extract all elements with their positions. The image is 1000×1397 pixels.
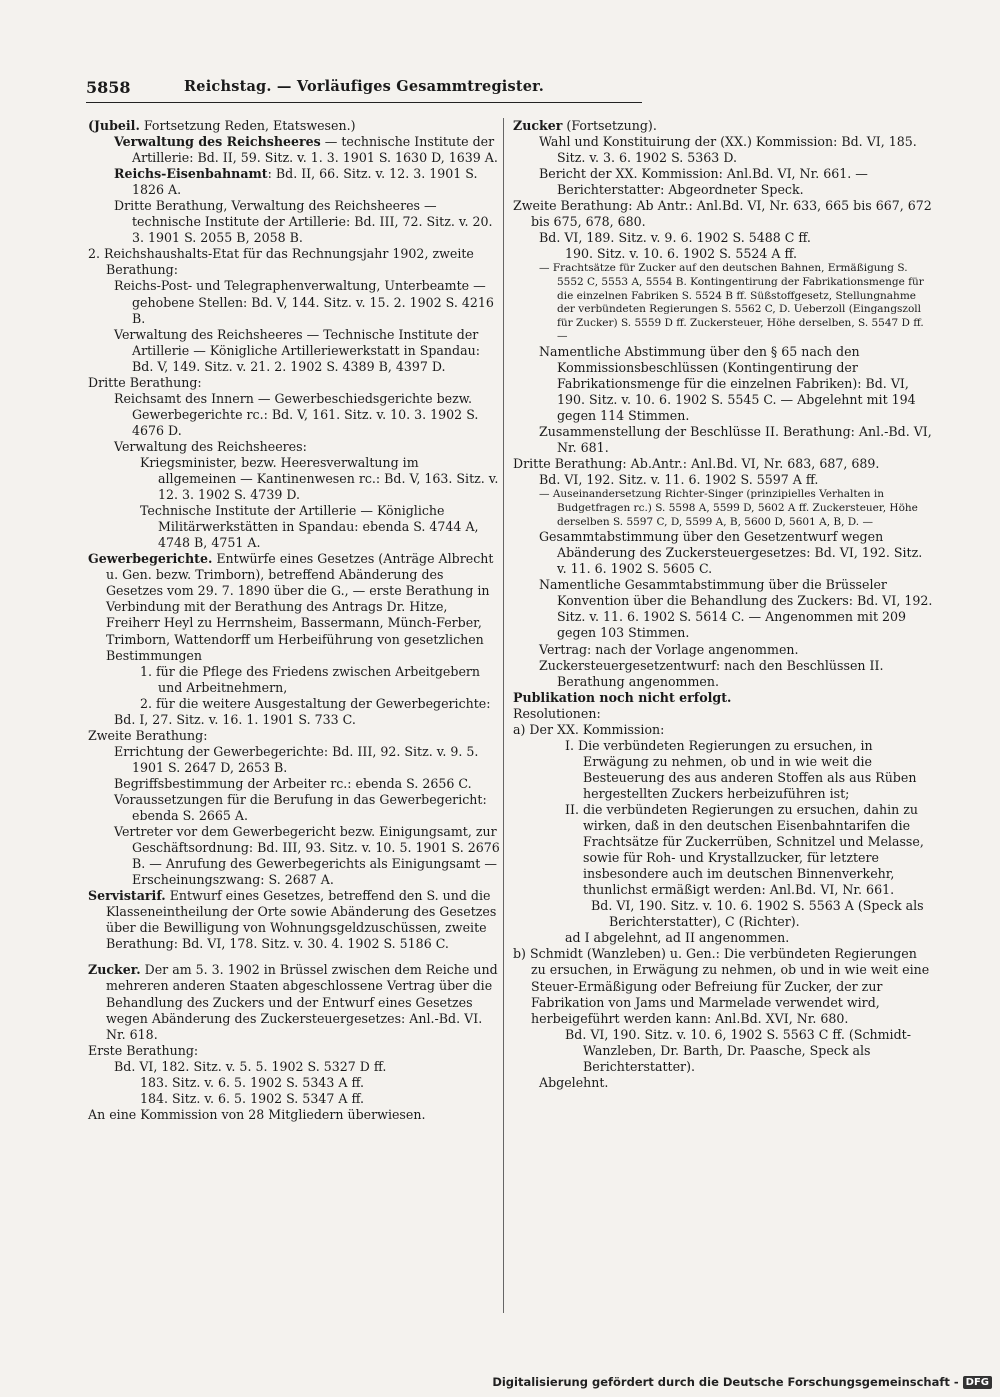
index-entry bbox=[88, 246, 500, 278]
entry-text: Bd. VI, 189. Sitz. v. 9. 6. 1902 S. 5488 C ff. bbox=[539, 230, 811, 246]
entry-text: Abgelehnt. bbox=[539, 1074, 609, 1090]
entry-text: Dritte Berathung, Verwaltung des Reichsheeres — technische Institute der Artillerie: Bd. III, 72. Sitz. v. 20. 3. 1901 S. 2055 B, 2058 B. bbox=[114, 198, 493, 246]
entry-text: Der am 5. 3. 1902 in Brüssel zwischen dem Reiche und mehreren anderen Staaten abgeschlossene Vertrag über die Behandlung des Zuckers und der Entwurf eines Gesetzes wegen Abänderung des Zuckersteuergesetzes: Anl.-Bd. VI. Nr. 618. bbox=[106, 962, 498, 1042]
entry-text: Zusammenstellung der Beschlüsse II. Berathung: Anl.-Bd. VI, Nr. 681. bbox=[539, 424, 932, 456]
entry-text: 2. für die weitere Ausgestaltung der Gewerbegerichte: bbox=[140, 695, 491, 711]
entry-text: — Frachtsätze für Zucker auf den deutschen Bahnen, Ermäßigung S. 5552 C, 5553 A, 5554 B. Kontingentirung der Fabrikationsmenge für die einzelnen Fabriken S. 5524 B ff. Süßstoffgesetz, Stellungnahme der verbündeten Regierungen S. 5562 C, D. Ueberzoll (Eingangszoll für Zucker) S. 5559 D ff. Zuckersteuer, Höhe derselben, S. 5547 D ff. — bbox=[539, 262, 924, 343]
entry-text: Bd. VI, 190. Sitz. v. 10. 6. 1902 S. 5563 A (Speck als Berichterstatter), C (Richter). bbox=[591, 898, 924, 930]
index-entry bbox=[513, 118, 933, 134]
index-entry bbox=[88, 696, 500, 712]
entry-text: 1. für die Pflege des Friedens zwischen Arbeitgebern und Arbeitnehmern, bbox=[140, 663, 481, 695]
left-column bbox=[88, 118, 500, 1123]
index-entry bbox=[88, 503, 500, 551]
index-entry bbox=[88, 1043, 500, 1059]
index-entry bbox=[513, 472, 933, 488]
column-divider bbox=[503, 118, 504, 1313]
entry-text: Fortsetzung Reden, Etatswesen.) bbox=[139, 118, 356, 133]
index-entry bbox=[88, 1107, 500, 1123]
entry-text: Vertrag: nach der Vorlage angenommen. bbox=[539, 641, 799, 657]
index-entry bbox=[88, 1091, 500, 1107]
index-entry bbox=[88, 166, 500, 198]
entry-text: Bd. VI, 192. Sitz. v. 11. 6. 1902 S. 5597 A ff. bbox=[539, 472, 819, 488]
index-entry bbox=[513, 722, 933, 738]
index-entry bbox=[513, 198, 933, 230]
entry-text: Errichtung der Gewerbegerichte: Bd. III, 92. Sitz. v. 9. 5. 1901 S. 2647 D, 2653 B. bbox=[114, 743, 479, 775]
index-entry bbox=[513, 738, 933, 802]
index-entry bbox=[88, 134, 500, 166]
index-entry bbox=[513, 529, 933, 577]
index-entry bbox=[513, 642, 933, 658]
entry-text: Zweite Berathung: Ab Antr.: Anl.Bd. VI, Nr. 633, 665 bis 667, 672 bis 675, 678, 680. bbox=[513, 198, 932, 230]
entry-text: Kriegsminister, bezw. Heeresverwaltung im allgemeinen — Kantinenwesen rc.: Bd. V, 163. Sitz. v. 12. 3. 1902 S. 4739 D. bbox=[140, 454, 499, 503]
index-entry bbox=[88, 744, 500, 776]
entry-text: Technische Institute der Artillerie — Königliche Militärwerkstätten in Spandau: ebenda S. 4744 A, 4748 B, 4751 A. bbox=[140, 503, 479, 551]
entry-text: Reichs-Post- und Telegraphenverwaltung, Unterbeamte — gehobene Stellen: Bd. V, 144. Sitz. v. 15. 2. 1902 S. 4216 B. bbox=[114, 278, 494, 326]
entry-text: 184. Sitz. v. 6. 5. 1902 S. 5347 A ff. bbox=[140, 1090, 364, 1106]
entry-text: Namentliche Gesammtabstimmung über die Brüsseler Konvention über die Behandlung des Zuckers: Bd. VI, 192. Sitz. v. 11. 6. 1902 S. 5614 C. — Angenommen mit 209 gegen 103 Stimmen. bbox=[539, 577, 933, 641]
entry-keyword: Verwaltung des Reichsheeres bbox=[114, 134, 321, 150]
index-entry bbox=[513, 230, 933, 246]
entry-text: 183. Sitz. v. 6. 5. 1902 S. 5343 A ff. bbox=[140, 1074, 364, 1090]
entry-text: Begriffsbestimmung der Arbeiter rc.: ebenda S. 2656 C. bbox=[114, 775, 472, 791]
index-entry bbox=[513, 166, 933, 198]
index-entry bbox=[88, 391, 500, 439]
index-entry bbox=[88, 664, 500, 696]
index-entry bbox=[88, 551, 500, 663]
entry-text: Bd. VI, 190. Sitz. v. 10. 6, 1902 S. 5563 C ff. (Schmidt-Wanzleben, Dr. Barth, Dr. Paasche, Speck als Berichterstatter). bbox=[565, 1026, 911, 1074]
entry-text: 190. Sitz. v. 10. 6. 1902 S. 5524 A ff. bbox=[565, 246, 797, 262]
entry-text: Erste Berathung: bbox=[88, 1042, 199, 1058]
entry-text: Dritte Berathung: Ab.Antr.: Anl.Bd. VI, Nr. 683, 687, 689. bbox=[513, 456, 880, 472]
index-entry bbox=[513, 134, 933, 166]
footer-text: Digitalisierung gefördert durch die Deutsche Forschungsgemeinschaft - bbox=[492, 1375, 959, 1389]
index-entry bbox=[513, 658, 933, 690]
entry-text: Verwaltung des Reichsheeres: bbox=[114, 438, 307, 454]
index-entry bbox=[88, 728, 500, 744]
entry-text: : Bd. II, 66. Sitz. v. 12. 3. 1901 S. 1826 A. bbox=[132, 166, 478, 198]
index-entry bbox=[88, 824, 500, 888]
entry-text: Entwürfe eines Gesetzes (Anträge Albrecht u. Gen. bezw. Trimborn), betreffend Abänderung des Gesetzes vom 29. 7. 1890 über die G., — erste Berathung in Verbindung mit der Berathung des Antrags Dr. Hitze, Freiherr Heyl zu Herrnsheim, Bassermann, Münch-Ferber, Trimborn, Wattendorff um Herbeiführung von gesetzlichen Bestimmungen bbox=[106, 551, 494, 663]
entry-text: ad I abgelehnt, ad II angenommen. bbox=[565, 930, 790, 946]
index-entry bbox=[88, 327, 500, 375]
index-entry bbox=[513, 344, 933, 424]
index-entry bbox=[513, 802, 933, 898]
entry-text: Namentliche Abstimmung über den § 65 nach den Kommissionsbeschlüssen (Kontingentirung der Fabrikationsmenge für die einzelnen Fabriken): Bd. VI, 190. Sitz. v. 10. 6. 1902 S. 5545 C. — Abgelehnt mit 194 gegen 114 Stimmen. bbox=[539, 343, 916, 424]
index-entry bbox=[513, 898, 933, 930]
index-entry bbox=[88, 776, 500, 792]
entry-keyword: Publikation noch nicht erfolgt. bbox=[513, 689, 732, 705]
entry-text: (Fortsetzung). bbox=[562, 118, 657, 133]
entry-keyword: Reichs-Eisenbahnamt bbox=[114, 166, 268, 182]
entry-text: Wahl und Konstituirung der (XX.) Kommission: Bd. VI, 185. Sitz. v. 3. 6. 1902 S. 5363 D. bbox=[539, 134, 917, 166]
index-entry bbox=[88, 439, 500, 455]
entry-text: — technische Institute der Artillerie: Bd. II, 59. Sitz. v. 1. 3. 1901 S. 1630 D, 1639 A. bbox=[132, 134, 498, 166]
dfg-logo-icon: DFG bbox=[963, 1376, 992, 1389]
index-entry bbox=[88, 792, 500, 824]
index-entry bbox=[513, 1075, 933, 1091]
index-entry bbox=[88, 375, 500, 391]
entry-text: I. Die verbündeten Regierungen zu ersuchen, in Erwägung zu nehmen, ob und in wie weit die Besteuerung des aus anderen Stoffen als aus Rüben hergestellten Zuckers herbeizuführen ist; bbox=[565, 737, 917, 801]
entry-text: II. die verbündeten Regierungen zu ersuchen, dahin zu wirken, daß in den deutschen Eisenbahntarifen die Frachtsätze für Zuckerrüben, Schnitzel und Melasse, sowie für Roh- und Krystallzucker, für letztere insbesondere auch im deutschen Binnenverkehr, thunlichst ermäßigt werden: Anl.Bd. VI, Nr. 661. bbox=[565, 801, 924, 898]
index-entry bbox=[513, 706, 933, 722]
index-entry bbox=[88, 962, 500, 1042]
entry-text: Bericht der XX. Kommission: Anl.Bd. VI, Nr. 661. — Berichterstatter: Abgeordneter Speck. bbox=[539, 166, 868, 198]
entry-text: Bd. VI, 182. Sitz. v. 5. 5. 1902 S. 5327 D ff. bbox=[114, 1058, 387, 1074]
index-entry bbox=[513, 424, 933, 456]
page-number: 5858 bbox=[86, 78, 131, 97]
page-title: Reichstag. — Vorläufiges Gesammtregister. bbox=[184, 78, 544, 95]
index-entry bbox=[513, 246, 933, 262]
index-entry bbox=[88, 1075, 500, 1091]
entry-text: Bd. I, 27. Sitz. v. 16. 1. 1901 S. 733 C. bbox=[114, 711, 356, 727]
index-entry bbox=[513, 930, 933, 946]
entry-text: Dritte Berathung: bbox=[88, 374, 202, 390]
index-entry bbox=[513, 488, 933, 529]
entry-keyword: Zucker bbox=[513, 118, 563, 133]
entry-text: b) Schmidt (Wanzleben) u. Gen.: Die verbündeten Regierungen zu ersuchen, in Erwägung zu nehmen, ob und in wie weit eine Steuer-Ermäßigung oder Befreiung für Zucker, der zur Fabrikation von Jams und Marmelade verwendet wird, herbeigeführt werden kann: Anl.Bd. XVI, Nr. 680. bbox=[513, 946, 930, 1026]
entry-text: Reichsamt des Innern — Gewerbeschiedsgerichte bezw. Gewerbegerichte rc.: Bd. V, 161. Sitz. v. 10. 3. 1902 S. 4676 D. bbox=[114, 390, 479, 438]
index-entry bbox=[513, 456, 933, 472]
entry-text: a) Der XX. Kommission: bbox=[513, 721, 665, 737]
footer bbox=[492, 1375, 992, 1389]
index-entry bbox=[513, 577, 933, 641]
entry-text: An eine Kommission von 28 Mitgliedern überwiesen. bbox=[88, 1106, 426, 1122]
right-column bbox=[513, 118, 933, 1091]
index-entry bbox=[88, 712, 500, 728]
entry-text: Zweite Berathung: bbox=[88, 727, 208, 743]
entry-keyword: Gewerbegerichte. bbox=[88, 551, 213, 567]
index-entry bbox=[88, 118, 500, 134]
page-header bbox=[86, 78, 642, 103]
index-entry bbox=[88, 198, 500, 246]
entry-text: Zuckersteuergesetzentwurf: nach den Beschlüssen II. Berathung angenommen. bbox=[539, 657, 884, 689]
entry-text: Vertreter vor dem Gewerbegericht bezw. Einigungsamt, zur Geschäftsordnung: Bd. III, 93. Sitz. v. 10. 5. 1901 S. 2676 B. — Anrufung des Gewerbegerichts als Einigungsamt — Erscheinungszwang: S. 2687 A. bbox=[114, 824, 500, 888]
index-entry bbox=[513, 690, 933, 706]
entry-text: Voraussetzungen für die Berufung in das Gewerbegericht: ebenda S. 2665 A. bbox=[114, 791, 487, 824]
entry-text: Resolutionen: bbox=[513, 705, 601, 721]
index-entry bbox=[88, 455, 500, 503]
index-entry bbox=[513, 1027, 933, 1075]
entry-keyword: Servistarif. bbox=[88, 888, 166, 904]
index-entry bbox=[513, 262, 933, 344]
entry-text: Entwurf eines Gesetzes, betreffend den S. und die Klasseneintheilung der Orte sowie Abänderung des Gesetzes über die Bewilligung von Wohnungsgeldzuschüssen, zweite Berathung: Bd. VI, 178. Sitz. v. 30. 4. 1902 S. 5186 C. bbox=[106, 888, 497, 952]
index-entry bbox=[88, 1059, 500, 1075]
index-entry bbox=[88, 888, 500, 952]
entry-text: 2. Reichshaushalts-Etat für das Rechnungsjahr 1902, zweite Berathung: bbox=[88, 246, 474, 278]
index-entry bbox=[513, 946, 933, 1026]
entry-text: Verwaltung des Reichsheeres — Technische Institute der Artillerie — Königliche Artilleriewerkstatt in Spandau: Bd. V, 149. Sitz. v. 21. 2. 1902 S. 4389 B, 4397 D. bbox=[114, 326, 480, 374]
entry-keyword: (Jubeil. bbox=[88, 118, 140, 133]
entry-keyword: Zucker. bbox=[88, 962, 141, 978]
index-entry bbox=[88, 278, 500, 326]
entry-text: — Auseinandersetzung Richter-Singer (prinzipielles Verhalten in Budgetfragen rc.) S. 5598 A, 5599 D, 5602 A ff. Zuckersteuer, Höhe derselben S. 5597 C, D, 5599 A, B, 5600 D, 5601 A, B, D. — bbox=[539, 488, 918, 528]
entry-text: Gesammtabstimmung über den Gesetzentwurf wegen Abänderung des Zuckersteuergesetzes: Bd. VI, 192. Sitz. v. 11. 6. 1902 S. 5605 C. bbox=[539, 529, 923, 577]
